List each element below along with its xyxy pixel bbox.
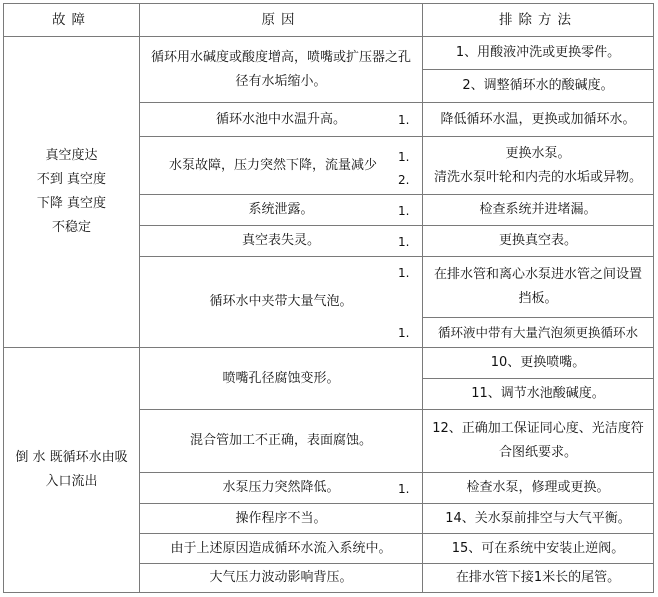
fault-line: 不到 真空度 (36, 172, 107, 187)
method-cell (422, 136, 654, 195)
method-cell: 检查系统并进堵漏。 (422, 194, 654, 226)
header-method: 排除方法 (422, 3, 654, 37)
fault-line: 下降 真空度 (36, 196, 107, 211)
fault-vacuum (3, 36, 140, 348)
method-cell (422, 409, 654, 473)
cause-cell: 水泵压力突然降低。 (139, 472, 423, 504)
fault-line: 真空度达 (45, 148, 98, 163)
method-cell: 更换真空表。 (422, 225, 654, 257)
cause-text: 水泵故障，压力突然下降，流量减少 (168, 157, 377, 173)
fault-line: 入口流出 (45, 474, 98, 489)
method-cell: 降低循环水温，更换或加循环水。 (422, 102, 654, 137)
method-line: 更换水泵。 (505, 145, 571, 161)
header-cause: 原因 (139, 3, 423, 37)
fault-line: 不稳定 (51, 220, 91, 235)
cause-number: 1. (398, 235, 410, 249)
cause-cell: 由于上述原因造成循环水流入系统中。 (139, 533, 423, 564)
method-line: 合图纸要求。 (498, 445, 577, 460)
cause-cell: 真空表失灵。 (139, 225, 423, 257)
cause-number: 1. (398, 204, 410, 218)
header-fault: 故障 (3, 3, 140, 37)
method-cell: 1、用酸液冲洗或更换零件。 (422, 36, 654, 70)
cause-number: 1. (398, 113, 410, 127)
cause-cell: 系统泄露。 (139, 194, 423, 226)
method-cell: 检查水泵，修理或更换。 (422, 472, 654, 504)
method-cell: 14、关水泵前排空与大气平衡。 (422, 503, 654, 534)
cause-text: 循环水池中水温升高。 (215, 111, 346, 127)
method-cell: 15、可在系统中安装止逆阀。 (422, 533, 654, 564)
method-line: 在排水管和离心水泵进水管之间设置 (433, 267, 642, 282)
fault-backflow (3, 347, 140, 593)
cause-cell: 大气压力波动影响背压。 (139, 563, 423, 593)
method-cell: 在排水管下接1米长的尾管。 (422, 563, 654, 593)
method-cell (422, 256, 654, 318)
cause-number: 1. (398, 482, 410, 496)
method-line: 12、正确加工保证同心度、光洁度符 (432, 421, 644, 436)
cause-number: 2. (398, 173, 410, 187)
cause-cell (139, 102, 423, 137)
fault-table (3, 3, 654, 593)
cause-cell: 混合管加工不正确，表面腐蚀。 (139, 409, 423, 473)
cause-cell: 喷嘴孔径腐蚀变形。 (139, 347, 423, 410)
method-line: 清洗水泵叶轮和内壳的水垢或异物。 (433, 169, 642, 185)
cause-line: 径有水垢缩小。 (235, 73, 327, 89)
method-line: 挡板。 (518, 291, 558, 306)
cause-line: 循环用水碱度或酸度增高，喷嘴或扩压器之孔 (150, 49, 411, 65)
method-cell: 11、调节水池酸碱度。 (422, 378, 654, 410)
cause-cell: 循环水中夹带大量气泡。 (139, 256, 423, 348)
method-cell: 10、更换喷嘴。 (422, 347, 654, 379)
fault-line: 倒 水 既循环水由吸 (15, 450, 128, 465)
cause-number: 1. (398, 150, 410, 164)
method-cell: 2、调整循环水的酸碱度。 (422, 69, 654, 103)
cause-cell (139, 36, 423, 103)
method-cell: 循环液中带有大量汽泡须更换循环水 (422, 317, 654, 348)
cause-number: 1. (398, 266, 410, 280)
cause-cell (139, 136, 423, 195)
cause-cell: 操作程序不当。 (139, 503, 423, 534)
cause-number: 1. (398, 326, 410, 340)
